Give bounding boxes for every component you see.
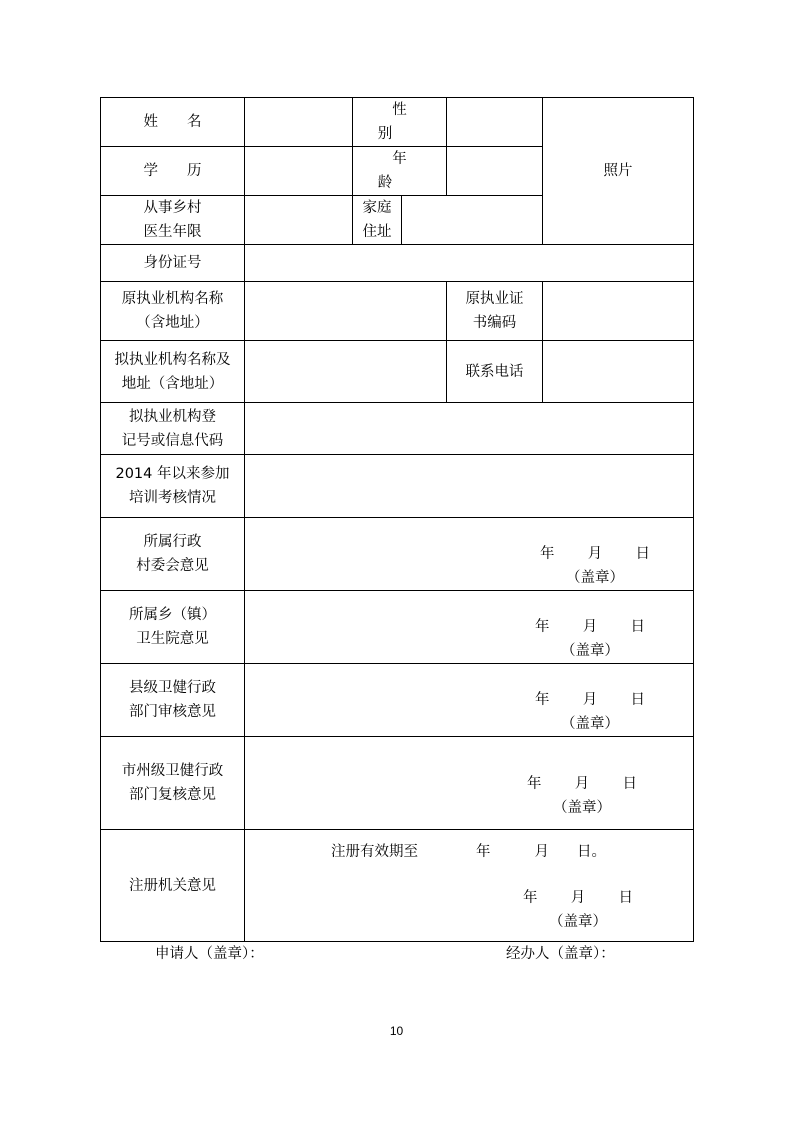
phone-label: 联系电话 <box>447 341 543 403</box>
county-opinion-label: 县级卫健行政 部门审核意见 <box>101 664 245 737</box>
home-address-field[interactable] <box>402 196 543 245</box>
registrar-opinion-label: 注册机关意见 <box>101 830 245 942</box>
village-opinion-label: 所属行政 村委会意见 <box>101 518 245 591</box>
id-number-field[interactable] <box>245 245 694 282</box>
registration-validity-line: 注册有效期至 年 月 日。 <box>331 844 606 860</box>
gender-field[interactable] <box>447 98 543 147</box>
reg-no-field[interactable] <box>245 403 694 455</box>
page-number: 10 <box>389 1024 404 1038</box>
county-date-seal: 年 月 日 （盖章） <box>535 692 645 732</box>
training-field[interactable] <box>245 455 694 518</box>
registrar-opinion-field[interactable] <box>245 830 694 942</box>
photo-box[interactable]: 照片 <box>543 98 694 245</box>
township-date-seal: 年 月 日 （盖章） <box>535 619 645 659</box>
practice-years-field[interactable] <box>245 196 353 245</box>
orig-cert-field[interactable] <box>543 282 694 341</box>
township-opinion-label: 所属乡（镇） 卫生院意见 <box>101 591 245 664</box>
practice-years-label: 从事乡村 医生年限 <box>101 196 245 245</box>
name-label: 姓名 <box>101 98 245 147</box>
city-opinion-label: 市州级卫健行政 部门复核意见 <box>101 737 245 830</box>
application-form-table <box>100 97 694 942</box>
registrar-date-seal: 年 月 日 （盖章） <box>523 890 633 930</box>
education-label: 学历 <box>101 147 245 196</box>
education-field[interactable] <box>245 147 353 196</box>
township-opinion-field[interactable] <box>245 591 694 664</box>
village-opinion-field[interactable] <box>245 518 694 591</box>
county-opinion-field[interactable] <box>245 664 694 737</box>
gender-label: 性别 <box>353 98 447 147</box>
home-address-label: 家庭 住址 <box>353 196 402 245</box>
phone-field[interactable] <box>543 341 694 403</box>
village-date-seal: 年 月 日 （盖章） <box>540 546 650 586</box>
new-org-label: 拟执业机构名称及 地址（含地址） <box>101 341 245 403</box>
reg-no-label: 拟执业机构登 记号或信息代码 <box>101 403 245 455</box>
training-label: 2014 年以来参加 培训考核情况 <box>101 455 245 518</box>
applicant-signature[interactable]: 申请人（盖章）： <box>155 946 264 962</box>
city-date-seal: 年 月 日 （盖章） <box>527 776 637 816</box>
orig-cert-label: 原执业证 书编码 <box>447 282 543 341</box>
orig-org-field[interactable] <box>245 282 447 341</box>
age-label: 年龄 <box>353 147 447 196</box>
handler-signature[interactable]: 经办人（盖章）： <box>506 946 615 962</box>
orig-org-label: 原执业机构名称 （含地址） <box>101 282 245 341</box>
id-number-label: 身份证号 <box>101 245 245 282</box>
new-org-field[interactable] <box>245 341 447 403</box>
name-field[interactable] <box>245 98 353 147</box>
age-field[interactable] <box>447 147 543 196</box>
city-opinion-field[interactable] <box>245 737 694 830</box>
